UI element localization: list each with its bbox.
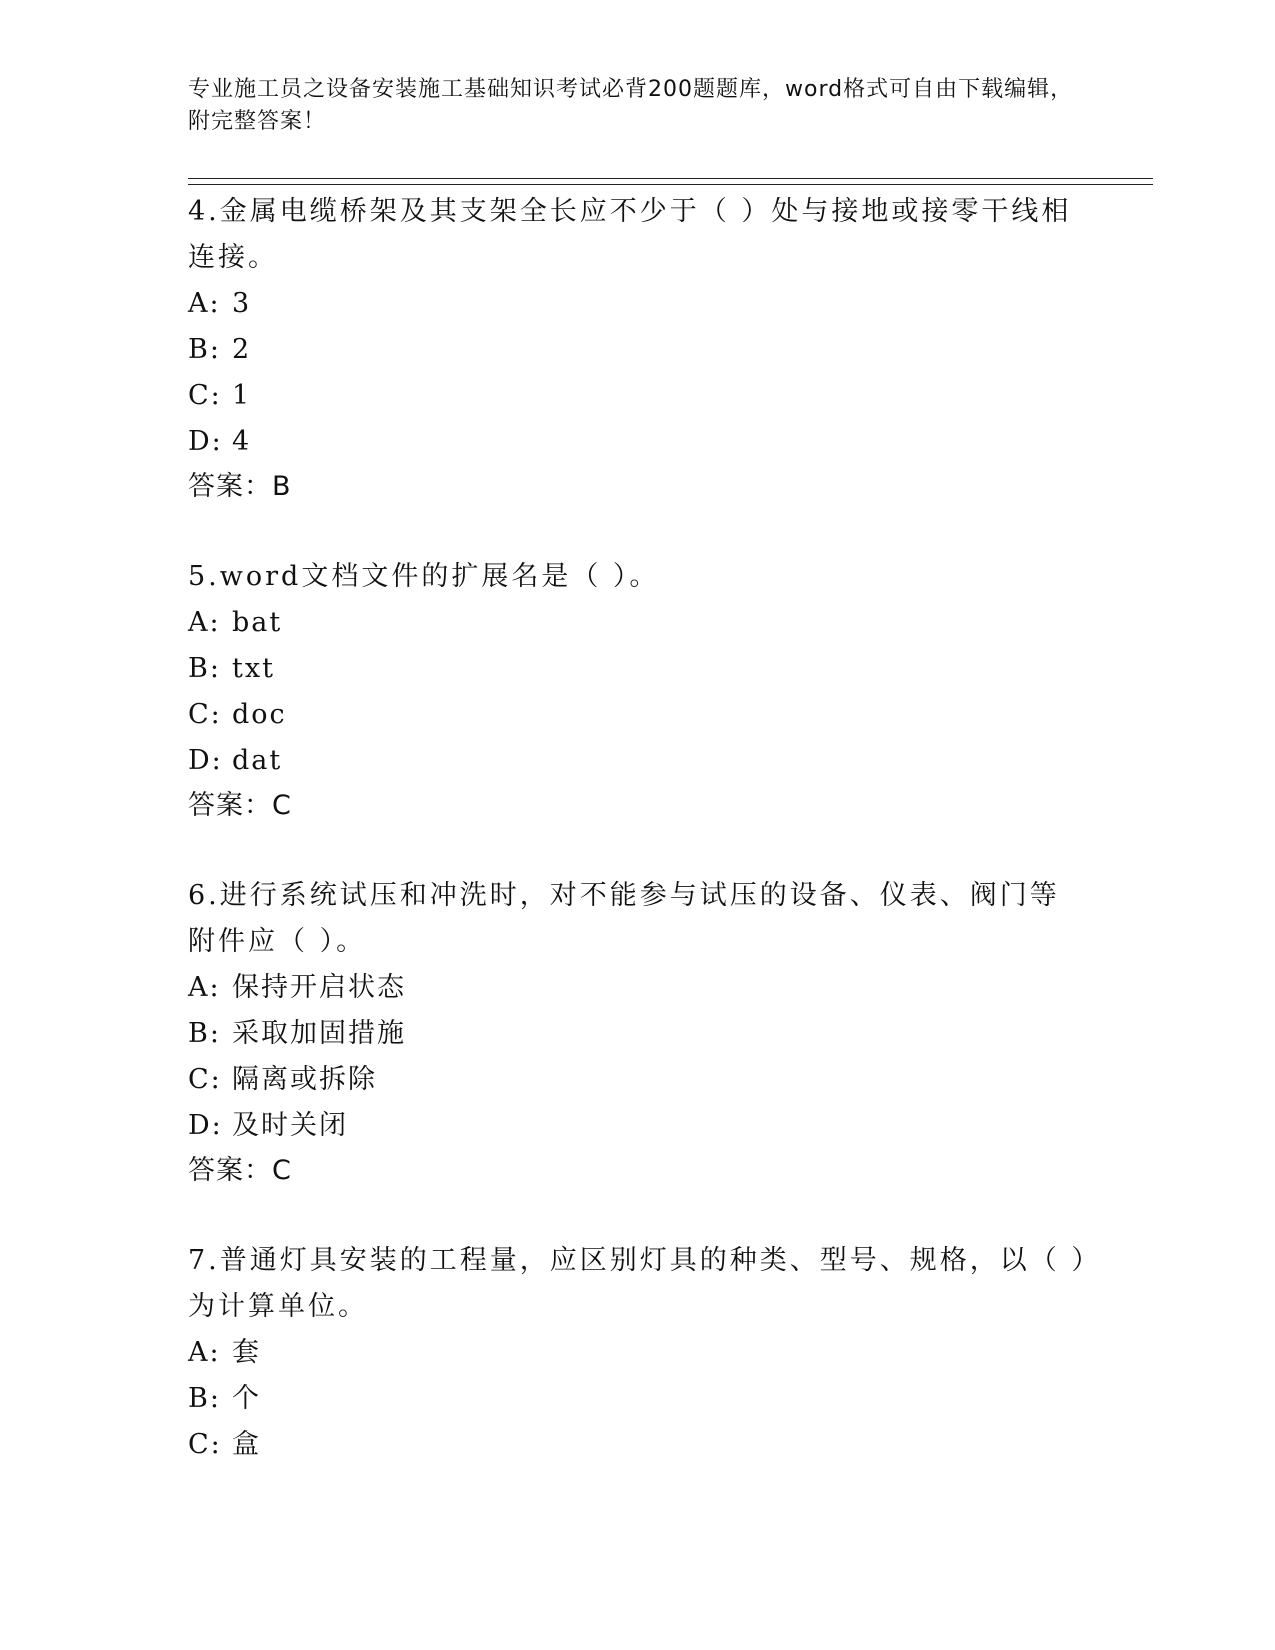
answer-option [188,738,1088,784]
answer-option [188,600,1088,646]
option-label: D: [188,745,223,776]
option-label: B: [188,653,221,684]
answer-option [188,965,1088,1011]
answer-option [188,1330,1088,1376]
option-label: C: [188,1429,222,1460]
option-value: 隔离或拆除 [232,1064,377,1095]
answer-option [188,419,1088,465]
option-value: 盒 [232,1429,261,1460]
question-text: 5.word文档文件的扩展名是（ ）。 [188,561,660,592]
option-label: C: [188,1064,222,1095]
option-value: 套 [232,1337,261,1368]
option-label: B: [188,1383,221,1414]
header-divider-bottom [188,184,1153,185]
answer-option [188,1103,1088,1149]
option-label: B: [188,1018,221,1049]
option-value: 2 [232,334,252,365]
question-block [188,1237,1088,1468]
question-block [188,188,1088,509]
option-value: txt [232,653,275,684]
option-value: 采取加固措施 [232,1018,406,1049]
option-label: A: [188,972,221,1003]
answer-key: 答案：C [188,790,292,821]
header-divider-top [188,178,1153,179]
option-label: C: [188,380,222,411]
answer-option [188,1011,1088,1057]
answer-key: 答案：B [188,471,292,502]
answer-option [188,327,1088,373]
answer-option [188,646,1088,692]
option-value: 及时关闭 [232,1110,348,1141]
question-block [188,872,1088,1193]
option-value: 3 [232,288,252,319]
document-header: 专业施工员之设备安装施工基础知识考试必背200题题库，word格式可自由下载编辑，附完整答案！ [188,77,1074,134]
answer-option [188,1057,1088,1103]
answer-option [188,373,1088,419]
answer-option [188,1376,1088,1422]
question-text: 7.普通灯具安装的工程量，应区别灯具的种类、型号、规格，以（ ）为计算单位。 [188,1245,1088,1322]
option-value: bat [232,607,283,638]
answer-option [188,281,1088,327]
option-value: 1 [232,380,252,411]
option-label: B: [188,334,221,365]
option-value: 4 [232,426,252,457]
question-text: 4.金属电缆桥架及其支架全长应不少于（ ）处与接地或接零干线相连接。 [188,196,1072,273]
question-list [188,188,1088,1512]
option-label: D: [188,426,223,457]
option-label: C: [188,699,222,730]
option-value: doc [232,699,287,730]
option-label: D: [188,1110,223,1141]
option-value: 保持开启状态 [232,972,406,1003]
option-label: A: [188,1337,221,1368]
answer-option [188,692,1088,738]
answer-key: 答案：C [188,1155,292,1186]
option-label: A: [188,607,221,638]
option-label: A: [188,288,221,319]
option-value: 个 [232,1383,261,1414]
question-text: 6.进行系统试压和冲洗时，对不能参与试压的设备、仪表、阀门等附件应（ ）。 [188,880,1060,957]
answer-option [188,1422,1088,1468]
question-block [188,553,1088,828]
option-value: dat [232,745,283,776]
